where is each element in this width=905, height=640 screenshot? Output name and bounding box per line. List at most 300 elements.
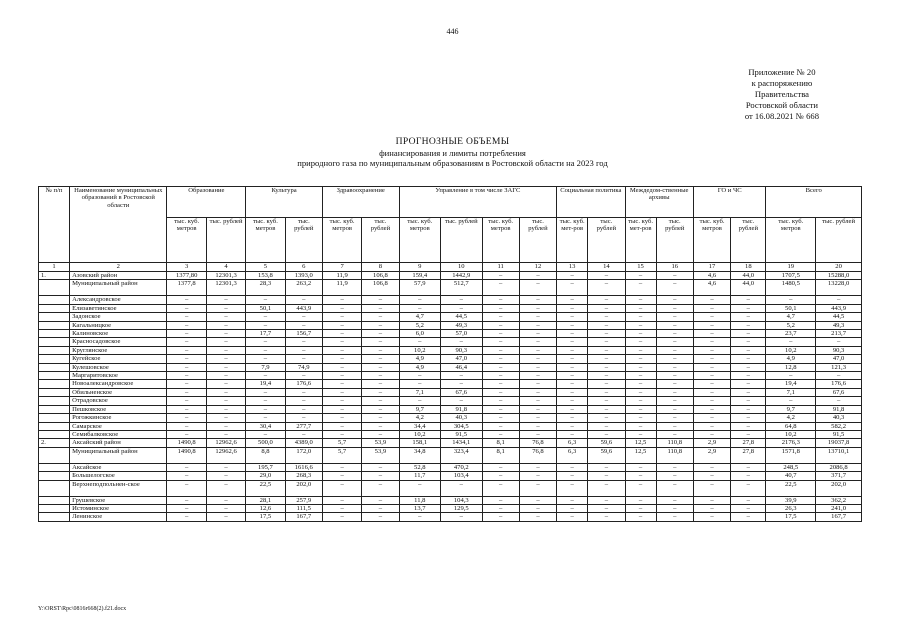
value-cell: 53,9 [362, 447, 399, 463]
subheader-cell: тыс. рублей [206, 218, 245, 263]
value-cell: 22,5 [766, 480, 816, 496]
value-cell: – [362, 472, 399, 480]
value-cell: 17,7 [246, 330, 285, 338]
value-cell: – [656, 430, 693, 438]
value-cell: – [693, 338, 730, 346]
value-cell: 277,7 [285, 422, 322, 430]
value-cell: 27,8 [731, 447, 766, 463]
value-cell: – [482, 338, 519, 346]
value-cell: – [322, 422, 361, 430]
value-cell: – [588, 388, 625, 396]
value-cell: – [731, 304, 766, 312]
value-cell: – [322, 397, 361, 405]
value-cell: 12301,3 [206, 280, 245, 296]
value-cell: 1377,8 [167, 280, 206, 296]
value-cell: 106,8 [362, 272, 399, 280]
value-cell: 26,3 [766, 504, 816, 512]
value-cell: 1442,9 [441, 272, 482, 280]
header-education: Образование [167, 187, 246, 218]
municipality-name-cell: Истоминское [70, 504, 167, 512]
table-row [39, 422, 862, 430]
row-number-cell [39, 321, 70, 329]
value-cell: – [731, 397, 766, 405]
value-cell: 103,4 [441, 472, 482, 480]
value-cell: 4,9 [399, 363, 440, 371]
value-cell: – [625, 363, 656, 371]
value-cell: – [285, 346, 322, 354]
value-cell: 13,7 [399, 504, 440, 512]
value-cell: – [206, 330, 245, 338]
value-cell: – [731, 372, 766, 380]
column-number-cell: 3 [167, 263, 206, 272]
value-cell: – [766, 372, 816, 380]
value-cell: 15288,0 [816, 272, 862, 280]
value-cell: 49,3 [441, 321, 482, 329]
value-cell: 362,2 [816, 496, 862, 504]
value-cell: – [656, 313, 693, 321]
value-cell: 91,8 [816, 405, 862, 413]
municipality-name-cell: Кугейское [70, 355, 167, 363]
value-cell: 12301,3 [206, 272, 245, 280]
value-cell: 268,3 [285, 472, 322, 480]
value-cell: – [482, 405, 519, 413]
value-cell: – [625, 397, 656, 405]
value-cell: – [167, 338, 206, 346]
value-cell: – [362, 397, 399, 405]
gas-limits-table [38, 186, 862, 522]
subheader-cell: тыс. куб. метров [246, 218, 285, 263]
value-cell: – [557, 321, 588, 329]
value-cell: – [625, 338, 656, 346]
value-cell: – [693, 372, 730, 380]
value-cell: – [246, 405, 285, 413]
value-cell: – [322, 414, 361, 422]
value-cell: – [399, 480, 440, 496]
table-row [39, 496, 862, 504]
value-cell: – [519, 472, 556, 480]
value-cell: 12962,6 [206, 439, 245, 447]
row-number-cell [39, 480, 70, 496]
value-cell: – [362, 422, 399, 430]
value-cell: – [656, 380, 693, 388]
value-cell: 5,2 [766, 321, 816, 329]
value-cell: – [693, 330, 730, 338]
municipality-name-cell: Муниципальный район [70, 447, 167, 463]
municipality-name-cell: Круглянское [70, 346, 167, 354]
row-number-cell: 2. [39, 439, 70, 447]
value-cell: – [519, 388, 556, 396]
value-cell: – [482, 380, 519, 388]
value-cell: – [362, 463, 399, 471]
table-row [39, 405, 862, 413]
value-cell: 159,4 [399, 272, 440, 280]
value-cell: – [285, 414, 322, 422]
value-cell: – [285, 296, 322, 304]
value-cell: – [731, 422, 766, 430]
value-cell: – [588, 414, 625, 422]
value-cell: – [482, 463, 519, 471]
municipality-name-cell: Муниципальный район [70, 280, 167, 296]
value-cell: – [322, 330, 361, 338]
value-cell: – [557, 304, 588, 312]
value-cell: – [206, 346, 245, 354]
value-cell: – [322, 430, 361, 438]
value-cell: – [519, 463, 556, 471]
value-cell: – [167, 363, 206, 371]
value-cell: – [557, 463, 588, 471]
value-cell: – [167, 296, 206, 304]
value-cell: – [656, 472, 693, 480]
value-cell: – [731, 363, 766, 371]
subheader-cell: тыс. рублей [441, 218, 482, 263]
value-cell: 10,2 [399, 346, 440, 354]
value-cell: – [656, 405, 693, 413]
row-number-cell [39, 430, 70, 438]
column-number-cell: 8 [362, 263, 399, 272]
value-cell: – [167, 380, 206, 388]
municipality-name-cell: Красносадовское [70, 338, 167, 346]
value-cell: – [625, 513, 656, 521]
subheader-cell: тыс. рублей [519, 218, 556, 263]
value-cell: – [206, 304, 245, 312]
value-cell: 10,2 [399, 430, 440, 438]
value-cell: 4,9 [766, 355, 816, 363]
value-cell: – [588, 272, 625, 280]
row-number-cell [39, 397, 70, 405]
value-cell: – [625, 346, 656, 354]
document-title [0, 137, 905, 169]
value-cell: – [246, 397, 285, 405]
value-cell: – [519, 414, 556, 422]
value-cell: 129,5 [441, 504, 482, 512]
column-number-cell: 4 [206, 263, 245, 272]
value-cell: 4,9 [399, 355, 440, 363]
table-row [39, 447, 862, 463]
value-cell: – [693, 363, 730, 371]
value-cell: 13228,0 [816, 280, 862, 296]
value-cell: – [656, 363, 693, 371]
table-row [39, 504, 862, 512]
value-cell: – [167, 313, 206, 321]
value-cell: 5,2 [399, 321, 440, 329]
header-number: № п/п [39, 187, 70, 263]
column-number-cell: 12 [519, 263, 556, 272]
value-cell: 1616,6 [285, 463, 322, 471]
value-cell: 512,7 [441, 280, 482, 296]
value-cell: – [167, 346, 206, 354]
value-cell: – [816, 372, 862, 380]
value-cell: – [285, 372, 322, 380]
value-cell: 17,5 [766, 513, 816, 521]
value-cell: – [588, 480, 625, 496]
value-cell: – [519, 380, 556, 388]
value-cell: 10,2 [766, 346, 816, 354]
value-cell: – [482, 280, 519, 296]
value-cell: 4,7 [399, 313, 440, 321]
value-cell: 39,9 [766, 496, 816, 504]
row-number-cell [39, 355, 70, 363]
value-cell: 50,1 [246, 304, 285, 312]
value-cell: – [285, 313, 322, 321]
value-cell: – [693, 414, 730, 422]
value-cell: – [557, 504, 588, 512]
value-cell: – [322, 480, 361, 496]
value-cell: – [322, 296, 361, 304]
value-cell: – [625, 422, 656, 430]
table-row [39, 363, 862, 371]
value-cell: 371,7 [816, 472, 862, 480]
value-cell: – [731, 472, 766, 480]
value-cell: – [246, 338, 285, 346]
value-cell: – [246, 346, 285, 354]
value-cell: – [362, 355, 399, 363]
value-cell: – [625, 496, 656, 504]
value-cell: – [399, 296, 440, 304]
value-cell: 176,6 [816, 380, 862, 388]
value-cell: – [482, 496, 519, 504]
column-number-cell: 11 [482, 263, 519, 272]
value-cell: 582,2 [816, 422, 862, 430]
value-cell: 4,6 [693, 280, 730, 296]
value-cell: – [731, 513, 766, 521]
row-number-cell [39, 504, 70, 512]
value-cell: – [693, 355, 730, 363]
row-number-cell [39, 496, 70, 504]
value-cell: – [322, 372, 361, 380]
column-number-cell: 15 [625, 263, 656, 272]
table-row [39, 480, 862, 496]
header-administration: Управление в том числе ЗАГС [399, 187, 557, 218]
value-cell: – [362, 480, 399, 496]
value-cell: 167,7 [285, 513, 322, 521]
value-cell: 2176,3 [766, 439, 816, 447]
table-row [39, 272, 862, 280]
value-cell: – [693, 346, 730, 354]
value-cell: – [482, 363, 519, 371]
value-cell: 110,8 [656, 447, 693, 463]
value-cell: – [167, 355, 206, 363]
value-cell: 10,2 [766, 430, 816, 438]
value-cell: 76,8 [519, 447, 556, 463]
value-cell: – [625, 372, 656, 380]
row-number-cell [39, 463, 70, 471]
value-cell: 67,6 [816, 388, 862, 396]
value-cell: – [362, 304, 399, 312]
value-cell: 8,8 [246, 447, 285, 463]
value-cell: 6,3 [557, 447, 588, 463]
value-cell: – [519, 346, 556, 354]
table-row [39, 513, 862, 521]
column-number-cell: 18 [731, 263, 766, 272]
value-cell: – [322, 496, 361, 504]
value-cell: – [362, 504, 399, 512]
value-cell: – [482, 296, 519, 304]
value-cell: – [322, 405, 361, 413]
value-cell: – [482, 355, 519, 363]
value-cell: 443,9 [816, 304, 862, 312]
value-cell: – [482, 397, 519, 405]
value-cell: – [285, 405, 322, 413]
value-cell: – [206, 405, 245, 413]
value-cell: – [322, 513, 361, 521]
value-cell: – [206, 496, 245, 504]
value-cell: – [482, 321, 519, 329]
value-cell: 49,3 [816, 321, 862, 329]
subheader-cell: тыс. куб. метров [482, 218, 519, 263]
value-cell: 5,7 [322, 439, 361, 447]
municipality-name-cell: Самарское [70, 422, 167, 430]
value-cell: – [246, 296, 285, 304]
value-cell: 195,7 [246, 463, 285, 471]
value-cell: – [519, 313, 556, 321]
municipality-name-cell: Аксайское [70, 463, 167, 471]
value-cell: – [656, 372, 693, 380]
value-cell: – [625, 388, 656, 396]
value-cell: – [362, 430, 399, 438]
value-cell: 34,4 [399, 422, 440, 430]
value-cell: – [167, 304, 206, 312]
value-cell: – [766, 338, 816, 346]
value-cell: – [206, 363, 245, 371]
value-cell: – [519, 397, 556, 405]
value-cell: – [167, 388, 206, 396]
value-cell: – [557, 280, 588, 296]
value-cell: 470,2 [441, 463, 482, 471]
subheader-cell: тыс. куб. метров [693, 218, 730, 263]
value-cell: – [246, 321, 285, 329]
value-cell: 91,5 [441, 430, 482, 438]
value-cell: – [285, 397, 322, 405]
value-cell: 4,2 [766, 414, 816, 422]
value-cell: – [588, 338, 625, 346]
value-cell: – [693, 463, 730, 471]
value-cell: – [167, 513, 206, 521]
column-number-cell: 2 [70, 263, 167, 272]
value-cell: – [625, 304, 656, 312]
value-cell: – [362, 405, 399, 413]
column-number-cell: 6 [285, 263, 322, 272]
municipality-name-cell: Грушевское [70, 496, 167, 504]
title-sub: природного газа по муниципальным образованиям в Ростовской области на 2023 год [297, 158, 608, 168]
value-cell: – [656, 414, 693, 422]
column-number-cell: 1 [39, 263, 70, 272]
value-cell: 12,5 [625, 447, 656, 463]
value-cell: – [399, 397, 440, 405]
value-cell: – [246, 355, 285, 363]
value-cell: 1393,0 [285, 272, 322, 280]
value-cell: – [482, 472, 519, 480]
value-cell: – [482, 414, 519, 422]
value-cell: – [693, 430, 730, 438]
subheader-cell: тыс. куб. метров [766, 218, 816, 263]
value-cell: 323,4 [441, 447, 482, 463]
value-cell: 7,1 [399, 388, 440, 396]
value-cell: 44,0 [731, 272, 766, 280]
row-number-cell [39, 472, 70, 480]
value-cell: – [322, 504, 361, 512]
column-number-cell: 7 [322, 263, 361, 272]
value-cell: – [816, 338, 862, 346]
value-cell: – [362, 321, 399, 329]
value-cell: – [206, 380, 245, 388]
value-cell: – [441, 397, 482, 405]
value-cell: – [588, 397, 625, 405]
value-cell: – [557, 330, 588, 338]
column-number-cell: 16 [656, 263, 693, 272]
value-cell: – [285, 338, 322, 346]
value-cell: 176,6 [285, 380, 322, 388]
value-cell: – [482, 480, 519, 496]
value-cell: – [731, 504, 766, 512]
value-cell: – [588, 422, 625, 430]
value-cell: 52,8 [399, 463, 440, 471]
table-row [39, 388, 862, 396]
value-cell: – [362, 513, 399, 521]
value-cell: 76,8 [519, 439, 556, 447]
value-cell: 57,9 [399, 280, 440, 296]
value-cell: – [693, 304, 730, 312]
value-cell: – [482, 513, 519, 521]
value-cell: – [557, 363, 588, 371]
value-cell: – [441, 513, 482, 521]
value-cell: 1571,8 [766, 447, 816, 463]
value-cell: – [656, 504, 693, 512]
value-cell: – [519, 296, 556, 304]
value-cell: 28,3 [246, 280, 285, 296]
value-cell: – [731, 338, 766, 346]
municipality-name-cell: Обильненское [70, 388, 167, 396]
value-cell: – [519, 280, 556, 296]
value-cell: – [167, 472, 206, 480]
value-cell: 202,0 [285, 480, 322, 496]
value-cell: 67,6 [441, 388, 482, 396]
value-cell: – [731, 496, 766, 504]
value-cell: – [588, 330, 625, 338]
value-cell: 1490,8 [167, 439, 206, 447]
value-cell: – [625, 414, 656, 422]
value-cell: – [588, 355, 625, 363]
row-number-cell [39, 405, 70, 413]
value-cell: – [656, 280, 693, 296]
value-cell: – [482, 504, 519, 512]
value-cell: 12,8 [766, 363, 816, 371]
row-number-cell [39, 346, 70, 354]
value-cell: – [656, 338, 693, 346]
value-cell: 40,7 [766, 472, 816, 480]
value-cell: – [656, 463, 693, 471]
value-cell: 4389,0 [285, 439, 322, 447]
value-cell: 8,1 [482, 439, 519, 447]
value-cell: – [362, 414, 399, 422]
row-number-cell [39, 304, 70, 312]
value-cell: 2,9 [693, 439, 730, 447]
value-cell: – [731, 463, 766, 471]
subheader-cell: тыс. рублей [285, 218, 322, 263]
value-cell: – [482, 330, 519, 338]
value-cell: 19037,8 [816, 439, 862, 447]
value-cell: – [206, 480, 245, 496]
value-cell: – [206, 296, 245, 304]
file-path-footer: Y:\ORST\Rpc\0816r668(2).f21.docx [38, 606, 127, 612]
table-row [39, 313, 862, 321]
value-cell: – [625, 272, 656, 280]
value-cell: – [588, 430, 625, 438]
value-cell: – [519, 338, 556, 346]
row-number-cell [39, 422, 70, 430]
value-cell: 7,1 [766, 388, 816, 396]
value-cell: – [362, 363, 399, 371]
value-cell: – [766, 296, 816, 304]
